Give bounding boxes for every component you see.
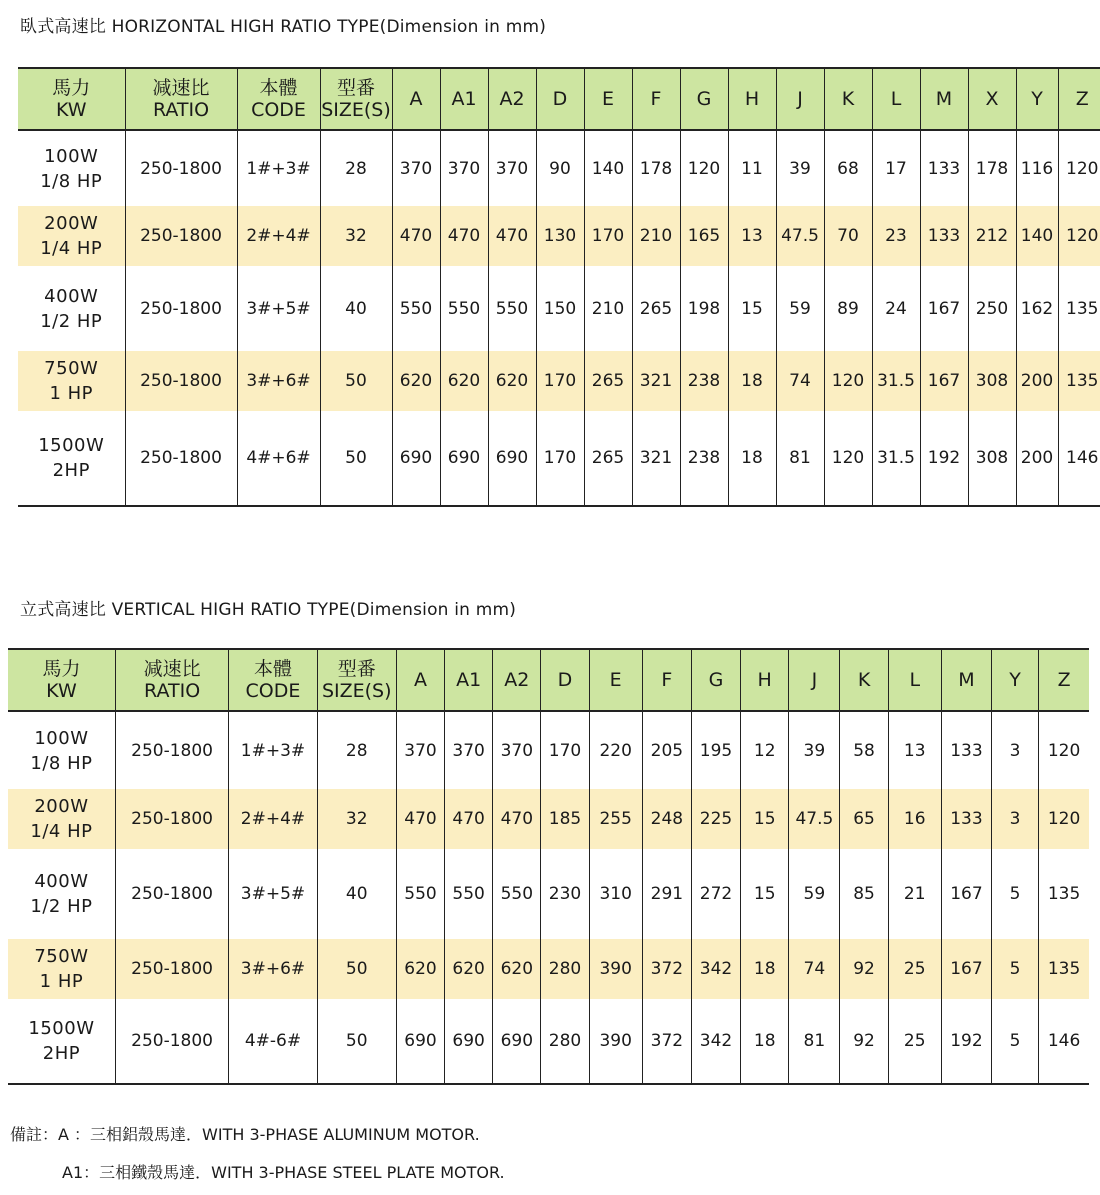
dim-cell-h: 18 [741, 999, 789, 1084]
dim-cell-m: 192 [920, 411, 968, 506]
dim-cell-k: 70 [824, 206, 872, 266]
dim-cell-h: 15 [741, 789, 789, 849]
ratio-cell: 250-1800 [125, 130, 237, 206]
dim-cell-a: 470 [396, 789, 444, 849]
header-dim-z: Z [1039, 649, 1089, 711]
size-cell: 40 [320, 266, 392, 351]
dim-cell-e: 390 [589, 939, 642, 999]
dim-cell-x: 308 [968, 351, 1016, 411]
dim-cell-l: 13 [888, 711, 941, 789]
dim-cell-l: 16 [888, 789, 941, 849]
dim-cell-z: 120 [1039, 711, 1089, 789]
dim-cell-y: 3 [992, 789, 1039, 849]
dim-cell-a: 690 [392, 411, 440, 506]
dim-cell-y: 140 [1016, 206, 1058, 266]
table-row [18, 206, 1100, 266]
ratio-cell: 250-1800 [115, 711, 228, 789]
table-row [18, 266, 1100, 351]
table-row [8, 999, 1089, 1084]
dim-cell-j: 39 [789, 711, 840, 789]
dim-cell-e: 255 [589, 789, 642, 849]
header-dim-a2: A2 [493, 649, 541, 711]
dim-cell-e: 265 [584, 411, 632, 506]
dim-cell-y: 116 [1016, 130, 1058, 206]
dim-cell-y: 5 [992, 849, 1039, 939]
ratio-cell: 250-1800 [115, 789, 228, 849]
dim-cell-y: 5 [992, 939, 1039, 999]
code-cell: 3#+6# [229, 939, 317, 999]
table-row [8, 789, 1089, 849]
power-watts: 100W [34, 727, 89, 749]
dim-cell-a1: 620 [445, 939, 493, 999]
power-cell [18, 206, 125, 266]
power-watts: 400W [44, 285, 99, 307]
dim-cell-m: 133 [920, 130, 968, 206]
dim-cell-y: 200 [1016, 351, 1058, 411]
dim-cell-e: 310 [589, 849, 642, 939]
dim-cell-z: 135 [1058, 351, 1100, 411]
dim-cell-a2: 620 [488, 351, 536, 411]
dim-cell-a1: 470 [440, 206, 488, 266]
power-watts: 200W [34, 796, 89, 817]
dim-cell-k: 58 [840, 711, 888, 789]
dim-cell-j: 47.5 [789, 789, 840, 849]
power-cell [8, 711, 115, 789]
size-cell: 50 [320, 411, 392, 506]
dim-cell-m: 167 [920, 266, 968, 351]
header-dim-a: A [392, 68, 440, 130]
ratio-cell: 250-1800 [125, 411, 237, 506]
dim-cell-g: 225 [691, 789, 740, 849]
dim-cell-y: 3 [992, 711, 1039, 789]
ratio-cell: 250-1800 [115, 999, 228, 1084]
header-ratio: 减速比 RATIO [115, 649, 228, 711]
dim-cell-k: 120 [824, 351, 872, 411]
dim-cell-z: 135 [1039, 939, 1089, 999]
dim-cell-h: 11 [728, 130, 776, 206]
size-cell: 50 [317, 999, 396, 1084]
power-watts: 1500W [38, 435, 105, 456]
dim-cell-x: 250 [968, 266, 1016, 351]
dim-cell-g: 342 [691, 999, 740, 1084]
header-dim-f: F [642, 649, 691, 711]
header-dim-k: K [840, 649, 888, 711]
power-watts: 1500W [28, 1018, 95, 1039]
dim-cell-l: 31.5 [872, 351, 920, 411]
header-dim-k: K [824, 68, 872, 130]
table-row [18, 351, 1100, 411]
dim-cell-j: 59 [789, 849, 840, 939]
dim-cell-z: 135 [1039, 849, 1089, 939]
power-hp: 1/4 HP [40, 238, 103, 259]
dim-cell-f: 248 [642, 789, 691, 849]
header-dim-y: Y [1016, 68, 1058, 130]
header-dim-g: G [680, 68, 728, 130]
dim-cell-z: 120 [1058, 130, 1100, 206]
ratio-cell: 250-1800 [125, 351, 237, 411]
dim-cell-d: 280 [541, 939, 589, 999]
dim-cell-e: 210 [584, 266, 632, 351]
header-dim-y: Y [992, 649, 1039, 711]
size-cell: 50 [317, 939, 396, 999]
dim-cell-l: 25 [888, 939, 941, 999]
power-cell [18, 266, 125, 351]
dim-cell-j: 47.5 [776, 206, 824, 266]
header-ratio: 减速比 RATIO [125, 68, 237, 130]
dim-cell-m: 133 [941, 789, 991, 849]
dim-cell-m: 167 [941, 939, 991, 999]
header-dim-a2: A2 [488, 68, 536, 130]
dim-cell-m: 167 [920, 351, 968, 411]
dim-cell-f: 372 [642, 939, 691, 999]
header-size: 型番 SIZE(S) [320, 68, 392, 130]
header-dim-l: L [888, 649, 941, 711]
power-cell [8, 999, 115, 1084]
dim-cell-h: 12 [741, 711, 789, 789]
dim-cell-h: 18 [741, 939, 789, 999]
header-power: 馬力 KW [42, 658, 81, 702]
dim-cell-a2: 370 [488, 130, 536, 206]
size-cell: 28 [320, 130, 392, 206]
horizontal-spec-table [18, 67, 1100, 507]
dim-cell-a2: 470 [488, 206, 536, 266]
dim-cell-d: 170 [536, 411, 584, 506]
dim-cell-a: 550 [392, 266, 440, 351]
dim-cell-l: 17 [872, 130, 920, 206]
code-cell: 4#+6# [237, 411, 320, 506]
power-hp: 1/8 HP [30, 752, 93, 774]
dim-cell-f: 321 [632, 411, 680, 506]
dim-cell-e: 220 [589, 711, 642, 789]
dim-cell-j: 74 [789, 939, 840, 999]
dim-cell-d: 90 [536, 130, 584, 206]
dim-cell-g: 272 [691, 849, 740, 939]
dim-cell-z: 135 [1058, 266, 1100, 351]
note-line-a: 備註：A ：三相鋁殼馬達．WITH 3-PHASE ALUMINUM MOTOR. [10, 1125, 480, 1144]
dim-cell-a: 370 [392, 130, 440, 206]
dim-cell-x: 308 [968, 411, 1016, 506]
dim-cell-h: 18 [728, 411, 776, 506]
header-dim-a1: A1 [445, 649, 493, 711]
dim-cell-j: 81 [789, 999, 840, 1084]
header-dim-f: F [632, 68, 680, 130]
dim-cell-d: 170 [536, 351, 584, 411]
dim-cell-e: 390 [589, 999, 642, 1084]
dim-cell-k: 85 [840, 849, 888, 939]
size-cell: 28 [317, 711, 396, 789]
header-dim-m: M [920, 68, 968, 130]
dim-cell-g: 165 [680, 206, 728, 266]
dim-cell-a: 550 [396, 849, 444, 939]
header-dim-x: X [968, 68, 1016, 130]
table-row [18, 130, 1100, 206]
power-hp: 1 HP [49, 383, 94, 404]
dim-cell-a1: 470 [445, 789, 493, 849]
dim-cell-h: 15 [728, 266, 776, 351]
dim-cell-a2: 620 [493, 939, 541, 999]
header-dim-d: D [536, 68, 584, 130]
vertical-section-title: 立式高速比 VERTICAL HIGH RATIO TYPE(Dimension in mm) [20, 600, 517, 620]
dim-cell-g: 238 [680, 411, 728, 506]
code-cell: 3#+5# [229, 849, 317, 939]
dim-cell-a2: 550 [493, 849, 541, 939]
dim-cell-a1: 370 [440, 130, 488, 206]
dim-cell-y: 5 [992, 999, 1039, 1084]
dim-cell-d: 230 [541, 849, 589, 939]
dim-cell-j: 74 [776, 351, 824, 411]
power-watts: 200W [44, 213, 99, 234]
dim-cell-a2: 690 [493, 999, 541, 1084]
power-cell [18, 130, 125, 206]
header-code: 本體 CODE [237, 68, 320, 130]
header-dim-j: J [789, 649, 840, 711]
dim-cell-l: 31.5 [872, 411, 920, 506]
ratio-cell: 250-1800 [115, 849, 228, 939]
dim-cell-l: 24 [872, 266, 920, 351]
power-hp: 1/4 HP [30, 821, 93, 842]
power-watts: 750W [34, 946, 89, 967]
size-cell: 32 [320, 206, 392, 266]
horizontal-section-title: 臥式高速比 HORIZONTAL HIGH RATIO TYPE(Dimension in mm) [20, 17, 547, 37]
dim-cell-z: 146 [1039, 999, 1089, 1084]
dim-cell-l: 25 [888, 999, 941, 1084]
dim-cell-m: 192 [941, 999, 991, 1084]
ratio-cell: 250-1800 [125, 266, 237, 351]
dim-cell-d: 150 [536, 266, 584, 351]
power-hp: 1/2 HP [40, 310, 103, 332]
dim-cell-a2: 550 [488, 266, 536, 351]
power-watts: 400W [34, 871, 89, 892]
header-power: 馬力 KW [52, 77, 91, 121]
dim-cell-a: 620 [396, 939, 444, 999]
dim-cell-y: 162 [1016, 266, 1058, 351]
dim-cell-g: 342 [691, 939, 740, 999]
table-row [8, 849, 1089, 939]
dim-cell-k: 92 [840, 999, 888, 1084]
code-cell: 1#+3# [237, 130, 320, 206]
dim-cell-l: 21 [888, 849, 941, 939]
table-row [18, 411, 1100, 506]
power-watts: 750W [44, 358, 99, 379]
dim-cell-z: 120 [1058, 206, 1100, 266]
dim-cell-x: 212 [968, 206, 1016, 266]
header-dim-h: H [728, 68, 776, 130]
dim-cell-a1: 550 [445, 849, 493, 939]
header-row [8, 649, 1089, 711]
dim-cell-f: 210 [632, 206, 680, 266]
dim-cell-k: 120 [824, 411, 872, 506]
dim-cell-a2: 690 [488, 411, 536, 506]
dim-cell-f: 178 [632, 130, 680, 206]
power-hp: 1 HP [39, 971, 84, 992]
table-row [8, 711, 1089, 789]
dim-cell-e: 170 [584, 206, 632, 266]
code-cell: 3#+6# [237, 351, 320, 411]
header-dim-a1: A1 [440, 68, 488, 130]
dim-cell-a1: 370 [445, 711, 493, 789]
dim-cell-d: 280 [541, 999, 589, 1084]
power-cell [8, 939, 115, 999]
dim-cell-a1: 620 [440, 351, 488, 411]
ratio-cell: 250-1800 [115, 939, 228, 999]
dim-cell-e: 265 [584, 351, 632, 411]
dim-cell-z: 120 [1039, 789, 1089, 849]
dim-cell-f: 265 [632, 266, 680, 351]
dim-cell-h: 18 [728, 351, 776, 411]
dim-cell-a: 370 [396, 711, 444, 789]
power-cell [18, 411, 125, 506]
dim-cell-j: 81 [776, 411, 824, 506]
dim-cell-a2: 370 [493, 711, 541, 789]
dim-cell-a: 620 [392, 351, 440, 411]
dim-cell-k: 89 [824, 266, 872, 351]
power-watts: 100W [44, 145, 99, 167]
size-cell: 50 [320, 351, 392, 411]
dim-cell-f: 291 [642, 849, 691, 939]
dim-cell-k: 65 [840, 789, 888, 849]
dim-cell-a1: 550 [440, 266, 488, 351]
dim-cell-d: 185 [541, 789, 589, 849]
power-hp: 1/8 HP [40, 170, 103, 192]
power-hp: 2HP [52, 460, 90, 481]
dim-cell-h: 13 [728, 206, 776, 266]
size-cell: 32 [317, 789, 396, 849]
code-cell: 4#-6# [229, 999, 317, 1084]
header-dim-m: M [941, 649, 991, 711]
header-dim-h: H [741, 649, 789, 711]
header-dim-l: L [872, 68, 920, 130]
header-dim-j: J [776, 68, 824, 130]
dim-cell-y: 200 [1016, 411, 1058, 506]
dim-cell-g: 238 [680, 351, 728, 411]
dim-cell-g: 198 [680, 266, 728, 351]
power-cell [8, 789, 115, 849]
dim-cell-g: 120 [680, 130, 728, 206]
header-dim-e: E [589, 649, 642, 711]
header-dim-e: E [584, 68, 632, 130]
code-cell: 3#+5# [237, 266, 320, 351]
dim-cell-m: 133 [941, 711, 991, 789]
dim-cell-f: 372 [642, 999, 691, 1084]
header-dim-g: G [691, 649, 740, 711]
dim-cell-j: 59 [776, 266, 824, 351]
power-hp: 2HP [42, 1043, 81, 1064]
vertical-spec-table [8, 648, 1089, 1085]
table-row [8, 939, 1089, 999]
note-line-a1: A1：三相鐵殼馬達．WITH 3-PHASE STEEL PLATE MOTOR. [62, 1163, 505, 1182]
code-cell: 2#+4# [229, 789, 317, 849]
power-cell [18, 351, 125, 411]
header-dim-z: Z [1058, 68, 1100, 130]
ratio-cell: 250-1800 [125, 206, 237, 266]
dim-cell-x: 178 [968, 130, 1016, 206]
dim-cell-a: 690 [396, 999, 444, 1084]
dim-cell-a2: 470 [493, 789, 541, 849]
dim-cell-d: 170 [541, 711, 589, 789]
header-dim-d: D [541, 649, 589, 711]
dim-cell-z: 146 [1058, 411, 1100, 506]
header-size: 型番 SIZE(S) [317, 649, 396, 711]
dim-cell-g: 195 [691, 711, 740, 789]
size-cell: 40 [317, 849, 396, 939]
code-cell: 1#+3# [229, 711, 317, 789]
dim-cell-a1: 690 [440, 411, 488, 506]
dim-cell-j: 39 [776, 130, 824, 206]
header-dim-a: A [396, 649, 444, 711]
power-cell [8, 849, 115, 939]
dim-cell-a1: 690 [445, 999, 493, 1084]
dim-cell-m: 167 [941, 849, 991, 939]
dim-cell-a: 470 [392, 206, 440, 266]
dim-cell-k: 92 [840, 939, 888, 999]
power-hp: 1/2 HP [30, 896, 93, 917]
dim-cell-f: 321 [632, 351, 680, 411]
dim-cell-k: 68 [824, 130, 872, 206]
dim-cell-d: 130 [536, 206, 584, 266]
header-code: 本體 CODE [229, 649, 317, 711]
dim-cell-f: 205 [642, 711, 691, 789]
dim-cell-e: 140 [584, 130, 632, 206]
dim-cell-m: 133 [920, 206, 968, 266]
header-row [18, 68, 1100, 130]
dim-cell-l: 23 [872, 206, 920, 266]
dim-cell-h: 15 [741, 849, 789, 939]
code-cell: 2#+4# [237, 206, 320, 266]
